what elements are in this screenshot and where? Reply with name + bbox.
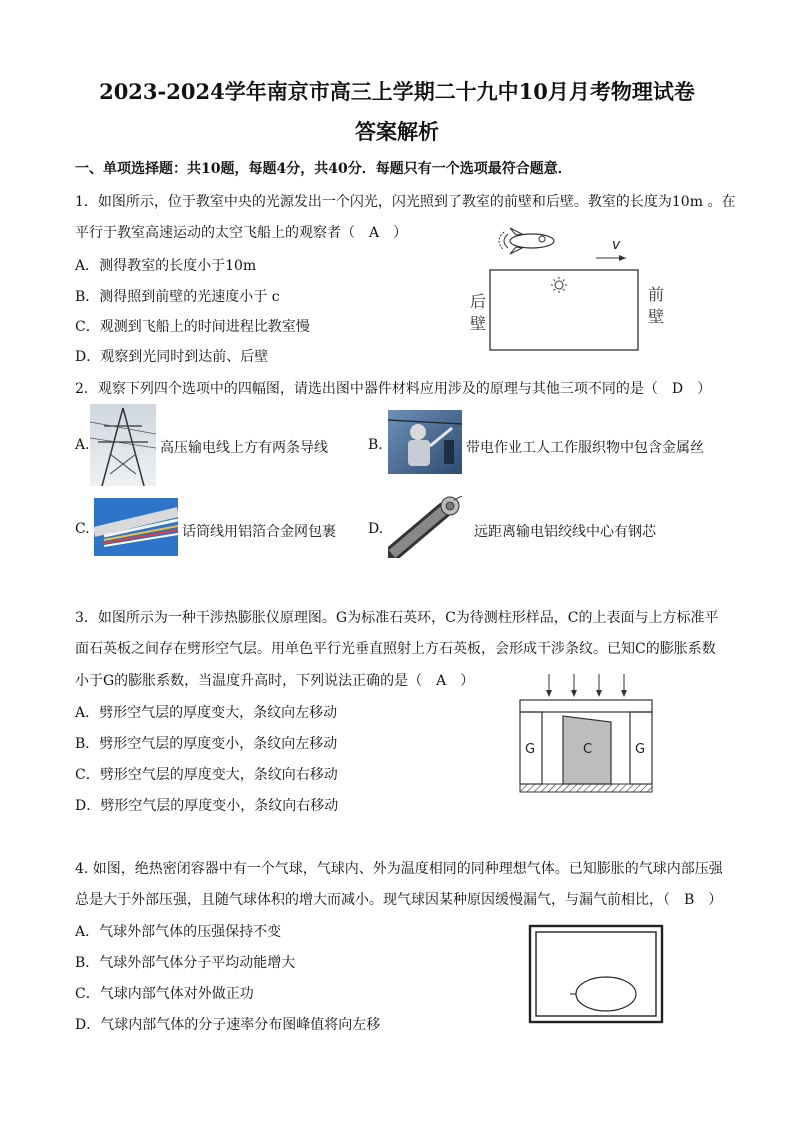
q4-option-b: B．气球外部气体分子平均动能增大 [75, 955, 296, 971]
velocity-label: v [612, 237, 621, 253]
front-wall-label-2: 壁 [648, 307, 665, 326]
q2-option-d-text: 远距离输电铝绞线中心有钢芯 [474, 524, 656, 540]
g-right-label: G [635, 742, 646, 757]
light-rays-icon [546, 674, 627, 697]
q2-option-a-text: 高压输电线上方有两条导线 [160, 440, 328, 456]
q4-stem-line1: 4. 如图，绝热密闭容器中有一个气球，气球内、外为温度相同的同种理想气体。已知膨胀的气球内部压强 [75, 861, 723, 877]
q2-option-a-letter: A. [75, 437, 90, 453]
container-inner-wall [536, 932, 656, 1016]
q1-stem-line2: 平行于教室高速运动的太空飞船上的观察者（ A ） [75, 225, 408, 241]
c-label: C [583, 742, 593, 757]
q3-option-c: C．劈形空气层的厚度变大，条纹向右移动 [75, 767, 338, 783]
light-source-icon [551, 277, 567, 293]
q1-option-d: D．观察到光同时到达前、后壁 [75, 349, 269, 365]
page-subtitle: 答案解析 [355, 119, 439, 144]
q1-option-b: B．测得照到前壁的光速度小于 c [75, 289, 280, 305]
velocity-arrow-icon [596, 255, 626, 261]
q4-container-figure [528, 924, 664, 1024]
q3-stem-line3: 小于G的膨胀系数，当温度升高时，下列说法正确的是（ A ） [75, 673, 475, 689]
q2-option-b-text: 带电作业工人工作服织物中包含金属丝 [466, 440, 704, 456]
q1-stem-line1: 1．如图所示，位于教室中央的光源发出一个闪光，闪光照到了教室的前壁和后壁。教室的长度为10m 。在 [75, 194, 736, 210]
q2-stem: 2．观察下列四个选项中的四幅图，请选出图中器件材料应用涉及的原理与其他三项不同的是（ D ） [75, 381, 712, 397]
spaceship-icon [499, 228, 554, 254]
q1-option-a: A．测得教室的长度小于10m [75, 258, 257, 274]
section-heading: 一、单项选择题：共10题，每题4分，共40分．每题只有一个选项最符合题意． [75, 161, 572, 177]
power-tower-photo [90, 404, 156, 486]
q3-option-b: B．劈形空气层的厚度变小，条纹向左移动 [75, 736, 338, 752]
g-left-label: G [525, 742, 536, 757]
front-wall-label-1: 前 [648, 285, 665, 304]
classroom-outline [490, 270, 638, 350]
q4-option-c: C．气球内部气体对外做正功 [75, 986, 254, 1002]
q4-option-d: D．气球内部气体的分子速率分布图峰值将向左移 [75, 1017, 381, 1033]
q3-stem-line2: 面石英板之间存在劈形空气层。用单色平行光垂直照射上方石英板，会形成干涉条纹。已知C的膨胀系数 [75, 641, 716, 657]
q3-dilatometer-figure [516, 668, 656, 798]
q3-option-a: A．劈形空气层的厚度变大，条纹向左移动 [75, 705, 338, 721]
base-plate [520, 784, 652, 792]
q3-stem-line1: 3．如图所示为一种干涉热膨胀仪原理图。G为标准石英环，C为待测柱形样品，C的上表面与上方标准平 [75, 610, 719, 626]
q3-option-d: D．劈形空气层的厚度变小，条纹向右移动 [75, 798, 339, 814]
q2-option-b-letter: B. [368, 437, 383, 453]
q2-option-c-letter: C. [75, 521, 90, 537]
balloon [576, 977, 636, 1011]
back-wall-label-2: 壁 [470, 314, 487, 333]
q1-classroom-figure [460, 222, 680, 362]
shielded-cable-photo [94, 498, 178, 556]
q2-option-c-text: 话筒线用铝箔合金网包裹 [182, 524, 336, 540]
quartz-plate [520, 700, 652, 712]
lineworker-photo [388, 410, 462, 474]
q4-stem-line2: 总是大于外部压强，且随气球体积的增大而减小。现气球因某种原因缓慢漏气，与漏气前相比，（ B ） [75, 892, 723, 908]
container-outer-wall [530, 926, 662, 1022]
q4-option-a: A．气球外部气体的压强保持不变 [75, 924, 282, 940]
q2-option-d-letter: D. [368, 521, 384, 537]
q1-option-c: C．观测到飞船上的时间进程比教室慢 [75, 319, 310, 335]
back-wall-label-1: 后 [470, 292, 487, 311]
steel-core-cable-photo [388, 496, 466, 558]
page-title: 2023-2024学年南京市高三上学期二十九中10月月考物理试卷 [99, 79, 695, 104]
